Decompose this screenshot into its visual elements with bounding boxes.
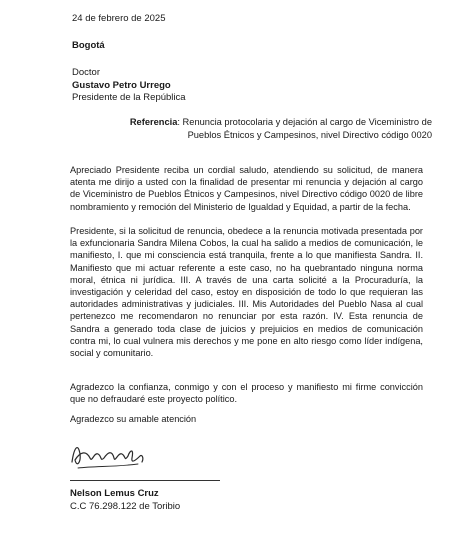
letter-city: Bogotá (72, 40, 105, 51)
recipient-name: Gustavo Petro Urrego (72, 80, 171, 91)
closing-line: Agradezco su amable atención (70, 414, 197, 424)
handwritten-signature (68, 430, 148, 478)
reference-block (112, 116, 432, 142)
recipient-title: Doctor (72, 67, 100, 78)
letter-date: 24 de febrero de 2025 (72, 13, 166, 24)
recipient-role: Presidente de la República (72, 92, 186, 103)
body-paragraph: Apreciado Presidente reciba un cordial saludo, atendiendo su solicitud, de manera atenta me dirijo a usted con la finalidad de presentar mi renuncia y dejación al cargo de Viceministro de Pueblos Étnicos y Campesinos, nivel Directivo código 0020 de libre nombramiento y remoción del Ministerio de Igualdad y Equidad, a partir de la fecha. (70, 165, 423, 212)
signer-id: C.C 76.298.122 de Toribio (70, 501, 181, 512)
reference-text: : Renuncia protocolaria y dejación al cargo de Viceministro de Pueblos Étnicos y Campesinos, nivel Directivo código 0020 (177, 117, 432, 140)
reference-label: Referencia (129, 117, 178, 127)
signer-name: Nelson Lemus Cruz (70, 488, 159, 499)
body-paragraph: Agradezco la confianza, conmigo y con el proceso y manifiesto mi firme convicción que no defraudaré este proyecto político. (70, 382, 423, 405)
signature-line (70, 480, 220, 481)
body-paragraph: Presidente, si la solicitud de renuncia, obedece a la renuncia motivada presentada por la exfuncionaria Sandra Milena Cobos, la cual ha salido a medios de comunicación, le manifiesto, I. que mi consciencia está tranquila, frente a lo que manifiesta Sandra. II. Manifiesto que mi actuar referente a este caso, no ha quebrantado ninguna norma moral, étnica ni jurídica. III. A través de una carta solicité a la Procuraduría, la investigación y celeridad del caso, estoy en disposición de todo lo que requieran las autoridades administrativas y judiciales. III. Mis Autoridades del Pueblo Nasa al cual pertenezco me recomendaron no renunciar por esta razón. IV. Esta renuncia de Sandra a generado toda clase de juicios y prejuicios en medios de comunicación contra mi, lo cual vulnera mis derechos y me pone en alto riesgo como líder indígena, social y comunitario. (70, 226, 423, 359)
